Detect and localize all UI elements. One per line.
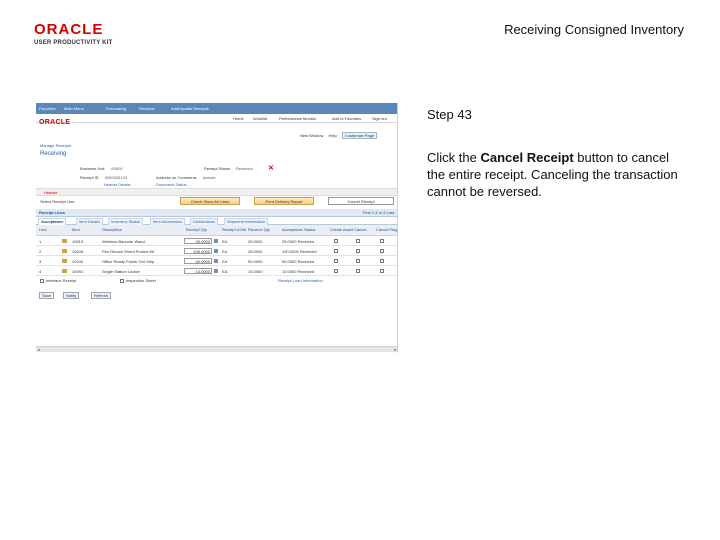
- delete-icon[interactable]: ✕: [268, 165, 274, 172]
- print-delivery-report-button[interactable]: Print Delivery Report: [254, 197, 314, 205]
- cell-uom: EA: [222, 259, 228, 264]
- scroll-right-icon[interactable]: ▸: [394, 347, 397, 352]
- step-instruction: [427, 149, 689, 200]
- page-title: Receiving Consigned Inventory: [504, 22, 684, 37]
- nav-main-menu[interactable]: Main Menu: [64, 106, 84, 111]
- check-all-lines-button[interactable]: Check Show All Lines: [180, 197, 240, 205]
- logo-wordmark: ORACLE: [34, 21, 104, 38]
- cell-item[interactable]: 10019: [72, 239, 84, 244]
- cancel-flag-checkbox[interactable]: [380, 239, 384, 243]
- cell-receive-qty: 10.0000: [248, 269, 263, 274]
- cell-item[interactable]: 10091: [72, 269, 84, 274]
- receipt-status-label: Receipt Status: [204, 166, 231, 171]
- lookup-icon[interactable]: [214, 249, 218, 253]
- cancel-checkbox[interactable]: [356, 259, 360, 263]
- col-receive-qty: Receive Qty: [248, 227, 270, 232]
- create-asset-checkbox[interactable]: [334, 269, 338, 273]
- cell-receive-qty: 25.0000: [248, 249, 263, 254]
- receipt-lines-pager[interactable]: First 1-4 of 4 Last: [362, 210, 394, 215]
- table-row[interactable]: [36, 236, 398, 246]
- instruction-prefix: Click the: [427, 150, 481, 165]
- cell-line: 4: [39, 269, 42, 274]
- link-new-window[interactable]: New Window: [300, 133, 324, 138]
- cell-acceptance-status: 50.0000 Received: [282, 259, 315, 264]
- app-brand-logo: ORACLE: [39, 119, 71, 126]
- cancel-checkbox[interactable]: [356, 269, 360, 273]
- tab-shipment-information[interactable]: Shipment Information: [224, 218, 268, 225]
- cancel-flag-checkbox[interactable]: [380, 249, 384, 253]
- tab-distributions[interactable]: Distributions: [190, 218, 218, 225]
- checkbox-box[interactable]: [40, 279, 44, 283]
- address-value: Include: [202, 175, 216, 180]
- create-asset-checkbox[interactable]: [334, 249, 338, 253]
- cell-description: Pen Rexam Shred Protect Kit: [102, 249, 155, 254]
- link-worklist[interactable]: Worklist: [253, 116, 268, 121]
- cell-description: Single Station Locker: [102, 269, 140, 274]
- cancel-checkbox[interactable]: [356, 239, 360, 243]
- instruction-button-name: Cancel Receipt: [480, 150, 574, 165]
- document-status-link[interactable]: Document Status: [156, 182, 187, 187]
- nav-purchasing[interactable]: Purchasing: [106, 106, 127, 111]
- table-row[interactable]: [36, 266, 398, 276]
- col-description: Description: [102, 227, 123, 232]
- cell-line: 3: [39, 259, 42, 264]
- lookup-icon[interactable]: [214, 239, 218, 243]
- inspection-sheet-checkbox[interactable]: [120, 278, 156, 283]
- page-heading: Receiving: [40, 151, 67, 157]
- lookup-icon[interactable]: [214, 269, 218, 273]
- col-create-asset: Create Asset: [330, 227, 353, 232]
- inspection-sheet-label: Inspection Sheet: [126, 278, 156, 283]
- header-details-link[interactable]: Header Details: [104, 182, 131, 187]
- cancel-flag-checkbox[interactable]: [380, 259, 384, 263]
- item-icon[interactable]: [62, 239, 67, 243]
- item-icon[interactable]: [62, 249, 67, 253]
- link-performance-monitor[interactable]: Performance Monitor: [279, 116, 317, 121]
- select-line-label: Select Receipt Line: [40, 199, 75, 204]
- item-icon[interactable]: [62, 269, 67, 273]
- cell-receive-qty: 50.0000: [248, 259, 263, 264]
- cell-receive-qty: 25.0000: [248, 239, 263, 244]
- table-row[interactable]: [36, 246, 398, 256]
- receipt-lines-grid: [36, 225, 398, 276]
- sub-nav-bar: [36, 114, 398, 123]
- receipt-tabs: [36, 217, 398, 225]
- logo-subtitle: USER PRODUCTIVITY KIT: [34, 40, 113, 46]
- business-unit-value: US001: [110, 166, 123, 171]
- link-sign-out[interactable]: Sign out: [372, 116, 387, 121]
- horizontal-scrollbar[interactable]: [36, 346, 398, 352]
- cell-uom: EA: [222, 249, 228, 254]
- save-button[interactable]: Save: [39, 292, 54, 299]
- col-item: Item: [72, 227, 80, 232]
- header-section-label: Header: [44, 190, 58, 195]
- cell-receipt-qty[interactable]: 25.0000: [184, 238, 212, 244]
- receipt-lines-header: [36, 209, 398, 217]
- receipt-status-value: Received: [236, 166, 253, 171]
- cell-item[interactable]: 10044: [72, 249, 84, 254]
- col-cancel-flag: Cancel Flag: [376, 227, 398, 232]
- create-asset-checkbox[interactable]: [334, 259, 338, 263]
- receipt-id-field: [80, 175, 127, 180]
- cancel-receipt-button[interactable]: Cancel Receipt: [328, 197, 394, 205]
- cell-description: Wireless Barcode Wand: [102, 239, 145, 244]
- nav-favorites[interactable]: Favorites: [39, 106, 56, 111]
- cell-receipt-qty[interactable]: 50.0000: [184, 258, 212, 264]
- tab-item-information[interactable]: Item Information: [150, 218, 185, 225]
- cell-uom: EA: [222, 239, 228, 244]
- step-title: Step 43: [427, 107, 472, 122]
- tab-item-details[interactable]: Item Details: [76, 218, 103, 225]
- receipt-status-field: [204, 166, 253, 171]
- link-customize-page[interactable]: Customize Page: [342, 132, 377, 139]
- oracle-upk-logo: [34, 22, 126, 48]
- col-cancel: Cancel: [354, 227, 367, 232]
- nav-add-update-receipts[interactable]: Add/Update Receipts: [171, 106, 209, 111]
- cell-uom: EA: [222, 269, 228, 274]
- link-home[interactable]: Home: [233, 116, 244, 121]
- cell-acceptance-status: 10.0000 Received: [282, 269, 315, 274]
- link-add-to-favorites[interactable]: Add to Favorites: [332, 116, 362, 121]
- col-acceptance-status: Acceptance Status: [282, 227, 316, 232]
- receipt-id-label: Receipt ID: [80, 175, 99, 180]
- cell-item[interactable]: 10040: [72, 259, 84, 264]
- address-field: [156, 175, 216, 180]
- item-icon[interactable]: [62, 259, 67, 263]
- refresh-button[interactable]: Refresh: [91, 292, 111, 299]
- cell-acceptance-status: 100.0000 Received: [282, 249, 317, 254]
- tab-inventory-status[interactable]: Inventory Status: [108, 218, 143, 225]
- col-line: Line: [39, 227, 47, 232]
- checkbox-box[interactable]: [120, 279, 124, 283]
- receipt-load-info-link[interactable]: Receipt Load Information: [278, 278, 323, 283]
- cell-description: Office Ready Power Ctrl Strip: [102, 259, 155, 264]
- receipt-id-value: 0000000123: [104, 175, 127, 180]
- business-unit-field: [80, 166, 123, 171]
- grid-header-row: [36, 225, 398, 236]
- tab-acceptance[interactable]: Acceptance: [38, 218, 66, 225]
- business-unit-label: Business Unit: [80, 166, 105, 171]
- interface-receipt-label: Interface Receipt: [46, 278, 77, 283]
- interface-receipt-checkbox[interactable]: [40, 278, 76, 283]
- notify-button[interactable]: Notify: [63, 292, 79, 299]
- page-link-bar: [300, 133, 381, 141]
- table-row[interactable]: [36, 256, 398, 266]
- breadcrumb[interactable]: Manage Receipts: [40, 143, 72, 148]
- lookup-icon[interactable]: [214, 259, 218, 263]
- col-receipt-uom: Receipt UOM: [222, 227, 247, 232]
- cell-receipt-qty[interactable]: 10.0000: [184, 268, 212, 274]
- address-label: Address on Comments: [156, 175, 197, 180]
- cell-receipt-qty[interactable]: 100.0000: [184, 248, 212, 254]
- col-receipt-qty: Receipt Qty: [186, 227, 207, 232]
- instruction-suffix: button to cancel the entire receipt. Canceling the transaction cannot be reversed.: [427, 150, 678, 199]
- nav-receipts[interactable]: Receipts: [139, 106, 155, 111]
- cell-acceptance-status: 25.0000 Received: [282, 239, 315, 244]
- cell-line: 2: [39, 249, 42, 254]
- app-screenshot: [36, 103, 398, 353]
- top-nav-bar: [36, 103, 398, 114]
- scroll-left-icon[interactable]: ◂: [37, 347, 40, 352]
- header-section[interactable]: [36, 188, 398, 196]
- create-asset-checkbox[interactable]: [334, 239, 338, 243]
- cancel-flag-checkbox[interactable]: [380, 269, 384, 273]
- cell-line: 1: [39, 239, 42, 244]
- link-help[interactable]: Help: [328, 133, 337, 138]
- cancel-checkbox[interactable]: [356, 249, 360, 253]
- receipt-lines-title: Receipt Lines: [39, 210, 66, 215]
